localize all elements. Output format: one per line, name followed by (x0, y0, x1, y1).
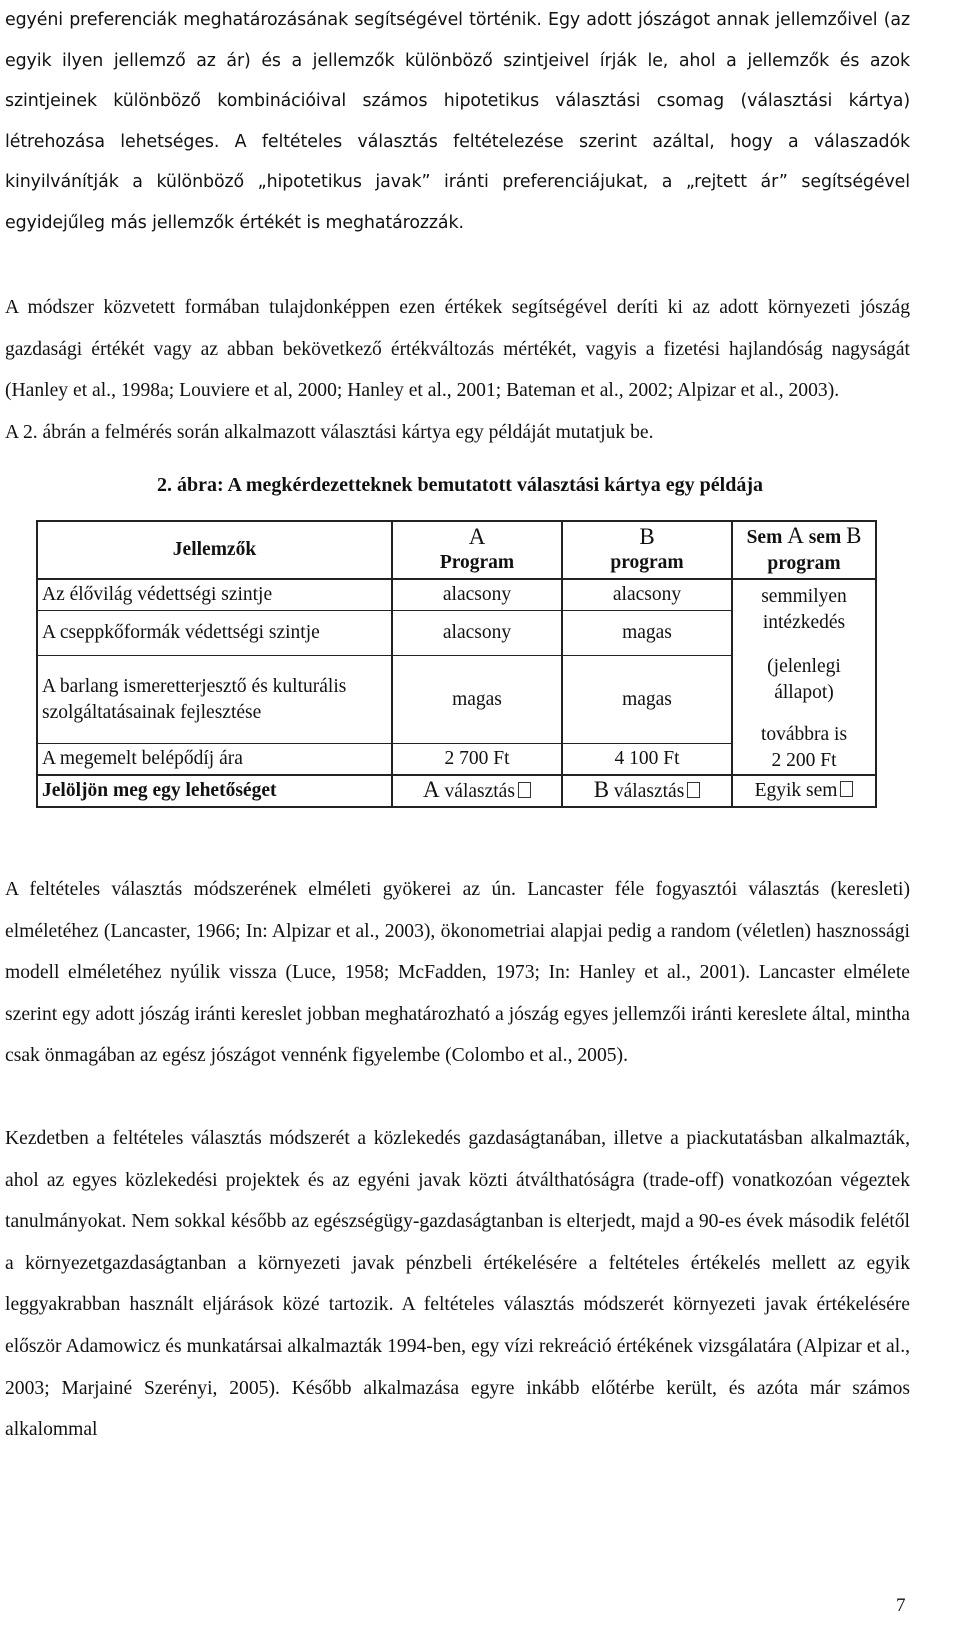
header-a-letter: A (468, 524, 486, 549)
choice-b-letter: B (593, 777, 610, 802)
status-quo-line: semmilyen (761, 586, 847, 607)
row-b-value: magas (562, 611, 732, 656)
checkbox-icon[interactable] (518, 782, 531, 798)
choice-neither-text: Egyik sem (754, 780, 838, 801)
row-label: A megemelt belépődíj ára (37, 743, 392, 775)
checkbox-icon[interactable] (687, 782, 700, 798)
header-program-b (562, 521, 732, 579)
row-label: A barlang ismeretterjesztő és kulturális szolgáltatásainak fejlesztése (37, 656, 392, 743)
paragraph-figure-ref: A 2. ábrán a felmérés során alkalmazott választási kártya egy példáját mutatjuk be. (5, 422, 654, 443)
header-neither (732, 521, 876, 579)
table-header-row (37, 521, 876, 579)
choice-a-text: választás (439, 781, 515, 802)
header-c-prefix: Sem (746, 527, 788, 548)
choice-row (37, 775, 876, 807)
choice-a-option[interactable] (392, 775, 562, 807)
choice-label: Jelöljön meg egy lehetőséget (37, 775, 392, 807)
choice-a-letter: A (423, 777, 440, 802)
row-a-value: magas (392, 656, 562, 743)
header-c-letter1: A (787, 523, 804, 548)
header-program-a (392, 521, 562, 579)
table-row (37, 579, 876, 611)
header-attributes (37, 521, 392, 579)
row-label: A cseppkőformák védettségi szintje (37, 611, 392, 656)
page-number: 7 (896, 1595, 906, 1616)
paragraph-method: A módszer közvetett formában tulajdonképpen ezen értékek segítségével deríti ki az adott környezeti jószág gazdasági értékét vagy az abban bekövetkező értékváltozás mértékét, vagyis a fizetési hajlandóság nagyságát (Hanley et al., 1998a; Louviere et al, 2000; Hanley et al., 2001; Bateman et al., 2002; Alpizar et al., 2003). (5, 297, 910, 402)
row-b-value: magas (562, 656, 732, 743)
choice-card-table (36, 520, 877, 808)
choice-b-option[interactable] (562, 775, 732, 807)
header-c-letter2: B (846, 523, 862, 548)
choice-neither-option[interactable] (732, 775, 876, 807)
row-label: Az élővilág védettségi szintje (37, 579, 392, 611)
header-a-word: Program (439, 552, 515, 573)
row-b-value: 4 100 Ft (614, 747, 680, 769)
header-c-word: program (767, 553, 841, 574)
status-quo-line: állapot) (774, 682, 834, 703)
header-b-word: program (610, 552, 684, 573)
paragraph-intro: egyéni preferenciák meghatározásának segítségével történik. Egy adott jószágot annak jellemzőivel (az egyik ilyen jellemző az ár) és a jellemzők különböző szintjeivel írják le, ahol a jellemzők és azok szintjeinek különböző kombinációival számos hipotetikus választási csomag (választási kártya) létrehozása lehetséges. A feltételes választás feltételezése szerint azáltal, hogy a válaszadók kinyilvánítják a különböző „hipotetikus javak” iránti preferenciájukat, a „rejtett ár” segítségével egyidejűleg más jellemzők értékét is meghatározzák. (5, 10, 910, 233)
checkbox-icon[interactable] (840, 781, 853, 797)
status-quo-line: (jelenlegi (767, 656, 841, 677)
choice-b-text: választás (609, 781, 685, 802)
figure-caption: 2. ábra: A megkérdezetteknek bemutatott választási kártya egy példája (156, 474, 764, 496)
row-b-value: alacsony (612, 584, 682, 606)
status-quo-line: 2 200 Ft (771, 750, 837, 771)
header-c-mid: sem (803, 527, 847, 548)
paragraph-theory: A feltételes választás módszerének elméleti gyökerei az ún. Lancaster féle fogyasztói választás (keresleti) elméletéhez (Lancaster, 1966; In: Alpizar et al., 2003), ökonometriai alapjai pedig a random (véletlen) hasznossági modell elméletéhez nyúlik vissza (Luce, 1958; McFadden, 1973; In: Hanley et al., 2001). Lancaster elmélete szerint egy adott jószág iránti kereslet jobban meghatározható a jószág egyes jellemzői iránti kereslete által, mintha csak önmagában az egész jószágot vennénk figyelembe (Colombo et al., 2005). (5, 879, 910, 1067)
row-a-value: alacsony (392, 579, 562, 611)
header-attributes-label: Jellemzők (172, 539, 257, 560)
status-quo-cell (732, 579, 876, 775)
row-a-value: 2 700 Ft (392, 743, 562, 775)
paragraph-history: Kezdetben a feltételes választás módszerét a közlekedés gazdaságtanában, illetve a piackutatásban alkalmazták, ahol az egyes közlekedési projektek és az egyéni javak közti átválthatóságra (trade-off) vonatkozóan végeztek tanulmányokat. Nem sokkal később az egészségügy-gazdaságtanban is elterjedt, majd a 90-es évek második felétől a környezetgazdaságtanban a környezeti javak pénzbeli értékelésére a feltételes értékelés mellett az egyik leggyakrabban használt eljárások közé tartozik. A feltételes választás módszerét környezeti javak értékelésére először Adamowicz és munkatársai alkalmazták 1994-ben, egy vízi rekreáció értékének vizsgálatára (Alpizar et al., 2003; Marjainé Szerényi, 2005). Később alkalmazása egyre inkább előtérbe került, és azóta már számos alkalommal (5, 1128, 910, 1441)
status-quo-line: továbbra is (760, 724, 848, 745)
row-a-value: alacsony (392, 611, 562, 656)
status-quo-line: intézkedés (762, 612, 846, 633)
header-b-letter: B (639, 524, 655, 549)
